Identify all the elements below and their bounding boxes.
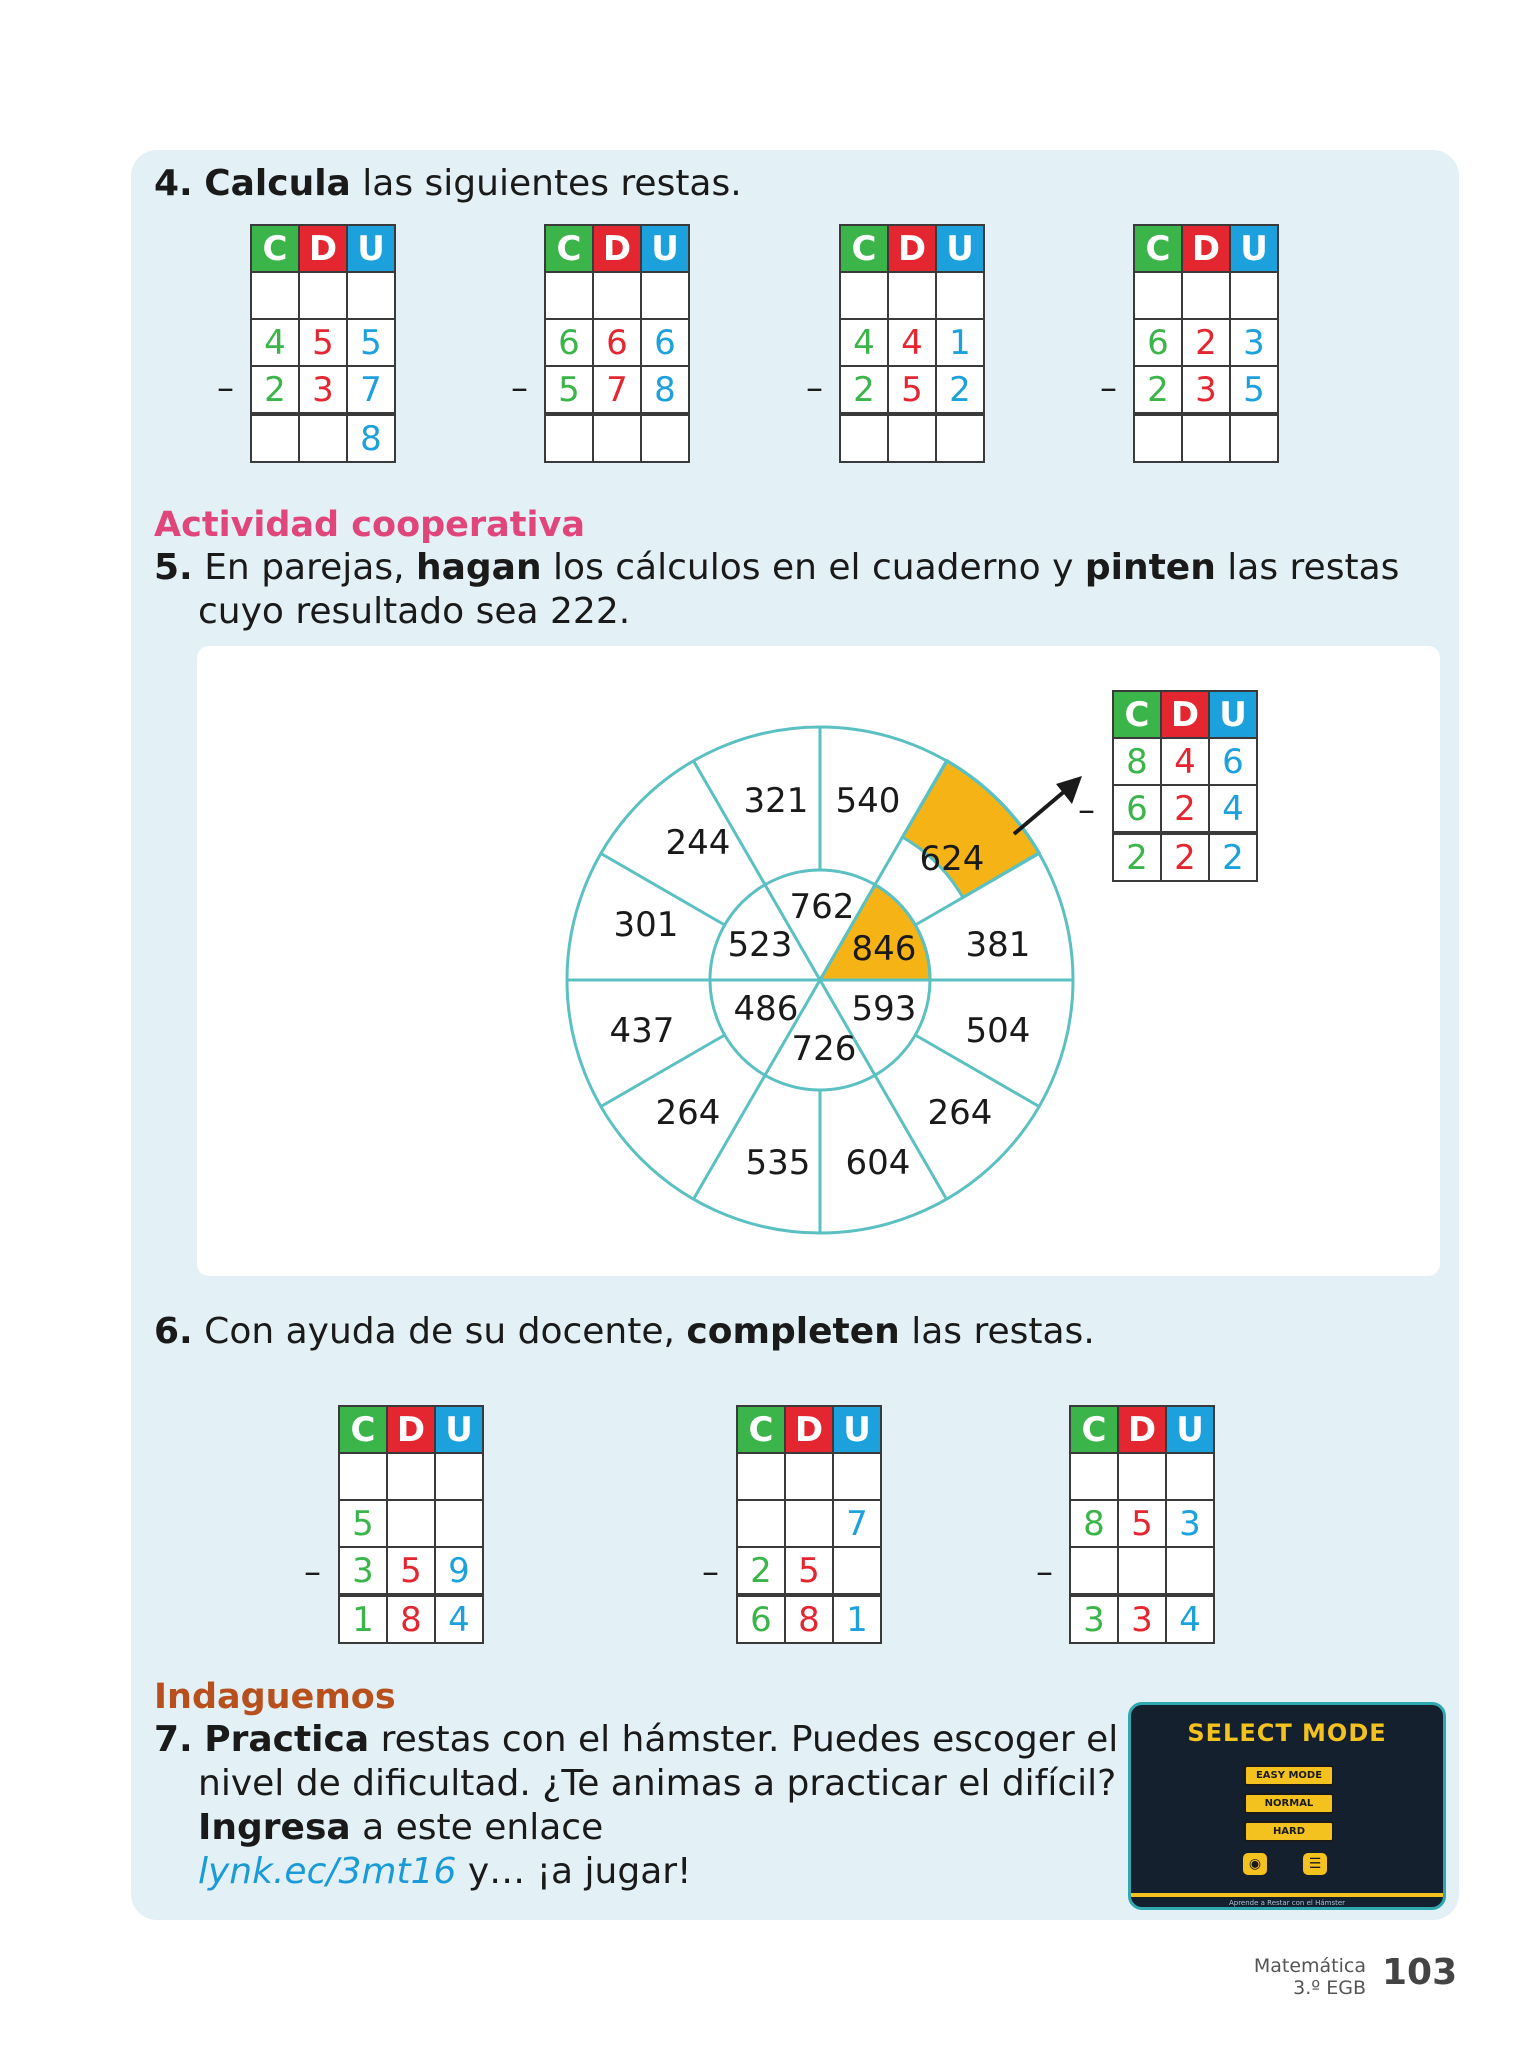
cdu-table — [1112, 690, 1258, 882]
carry-cell[interactable] — [545, 272, 593, 319]
outer-number: 264 — [927, 1093, 993, 1133]
footer-subject-name: Matemática — [1253, 1955, 1366, 1977]
minus-sign: – — [217, 368, 234, 408]
game-footer: Aprende a Restar con el Hámster — [1228, 1899, 1346, 1907]
subtrahend-d: 3 — [299, 366, 347, 414]
subtrahend-d: 7 — [593, 366, 641, 414]
cdu-table — [839, 224, 985, 463]
outer-number: 264 — [655, 1093, 721, 1133]
header-c: C — [840, 225, 888, 272]
question-text: las restas. — [899, 1311, 1095, 1352]
minuend-d: 2 — [1182, 319, 1230, 366]
subtrahend-c: 5 — [545, 366, 593, 414]
header-d: D — [1118, 1406, 1166, 1453]
subtrahend-c: 2 — [251, 366, 299, 414]
header-u: U — [833, 1406, 881, 1453]
carry-cell[interactable] — [435, 1453, 483, 1500]
minuend-c: 6 — [1134, 319, 1182, 366]
minuend-u: 1 — [936, 319, 984, 366]
outer-number: 244 — [665, 823, 731, 863]
subtrahend-c[interactable]: 3 — [339, 1547, 387, 1595]
inner-number: 523 — [727, 925, 793, 965]
result-c[interactable]: 3 — [1070, 1595, 1118, 1643]
question-text: los cálculos en el cuaderno y — [541, 547, 1085, 588]
subtrahend-d[interactable] — [1118, 1547, 1166, 1595]
minus-sign: – — [1078, 790, 1095, 830]
subtrahend-u: 8 — [641, 366, 689, 414]
cdu-table — [338, 1405, 484, 1644]
header-u: U — [641, 225, 689, 272]
outer-number: 540 — [835, 781, 901, 821]
minuend-u: 5 — [347, 319, 395, 366]
header-d: D — [1182, 225, 1230, 272]
question-number: 4. — [154, 163, 193, 204]
inner-number: 846 — [851, 929, 917, 969]
subtraction-wheel — [560, 720, 1080, 1240]
carry-cell[interactable] — [251, 272, 299, 319]
minuend-c: 4 — [251, 319, 299, 366]
game-screenshot[interactable] — [1128, 1702, 1446, 1910]
subtrahend-d[interactable]: 5 — [785, 1547, 833, 1595]
minuend-d: 5 — [299, 319, 347, 366]
minus-sign: – — [702, 1552, 719, 1592]
question-5 — [154, 546, 1399, 590]
result-u[interactable]: 8 — [347, 414, 395, 462]
carry-cell[interactable] — [1134, 272, 1182, 319]
game-link[interactable]: lynk.ec/3mt16 — [198, 1851, 457, 1892]
game-bar — [1131, 1893, 1443, 1897]
outer-number: 381 — [965, 925, 1031, 965]
question-7-line-3 — [198, 1806, 603, 1850]
subtrahend-u: 5 — [1230, 366, 1278, 414]
list-icon[interactable]: ☰ — [1303, 1853, 1327, 1875]
footer-grade: 3.º EGB — [1293, 1977, 1366, 1999]
result-u: 2 — [1209, 833, 1257, 881]
minus-sign: – — [806, 368, 823, 408]
result-u[interactable] — [936, 414, 984, 462]
outer-number: 504 — [965, 1011, 1031, 1051]
gamepad-icon[interactable]: ◉ — [1243, 1853, 1267, 1875]
carry-cell[interactable] — [339, 1453, 387, 1500]
result-u[interactable] — [641, 414, 689, 462]
question-text: las restas — [1215, 547, 1400, 588]
subtrahend-u[interactable] — [833, 1547, 881, 1595]
question-text: las siguientes restas. — [350, 163, 742, 204]
minus-sign: – — [304, 1552, 321, 1592]
cdu-table — [1133, 224, 1279, 463]
subtrahend-c: 2 — [840, 366, 888, 414]
result-d[interactable] — [299, 414, 347, 462]
subtrahend-d: 5 — [888, 366, 936, 414]
result-d[interactable]: 8 — [785, 1595, 833, 1643]
minuend-c: 8 — [1113, 738, 1161, 785]
subtrahend-d: 3 — [1182, 366, 1230, 414]
carry-cell[interactable] — [1182, 272, 1230, 319]
subtrahend-c: 2 — [1134, 366, 1182, 414]
outer-number: 301 — [613, 905, 679, 945]
footer-subject — [1230, 1955, 1366, 1999]
question-number: 5. — [154, 547, 193, 588]
result-u[interactable]: 4 — [1166, 1595, 1214, 1643]
inner-number: 726 — [791, 1029, 857, 1069]
minuend-u[interactable]: 3 — [1166, 1500, 1214, 1547]
question-text: y… ¡a jugar! — [456, 1851, 692, 1892]
minuend-u[interactable]: 7 — [833, 1500, 881, 1547]
question-verb: Ingresa — [198, 1807, 351, 1848]
minuend-c: 6 — [545, 319, 593, 366]
question-6 — [154, 1310, 1095, 1354]
subtrahend-c[interactable] — [1070, 1547, 1118, 1595]
question-7-line-4 — [198, 1850, 691, 1894]
carry-cell[interactable] — [1166, 1453, 1214, 1500]
question-4 — [154, 162, 742, 206]
carry-cell[interactable] — [387, 1453, 435, 1500]
header-c: C — [251, 225, 299, 272]
question-7 — [154, 1718, 1118, 1762]
outer-number: 624 — [919, 839, 985, 879]
minus-sign: – — [1100, 368, 1117, 408]
carry-cell[interactable] — [1230, 272, 1278, 319]
header-d: D — [785, 1406, 833, 1453]
question-number: 6. — [154, 1311, 193, 1352]
result-d[interactable] — [1182, 414, 1230, 462]
header-c: C — [737, 1406, 785, 1453]
header-d: D — [1161, 691, 1209, 738]
easy-mode-button[interactable]: EASY MODE — [1244, 1765, 1334, 1786]
question-text: Con ayuda de su docente, — [192, 1311, 687, 1352]
header-u: U — [1209, 691, 1257, 738]
subtrahend-c: 6 — [1113, 785, 1161, 833]
header-c: C — [1134, 225, 1182, 272]
hard-mode-button[interactable]: HARD — [1244, 1821, 1334, 1842]
minuend-c[interactable]: 8 — [1070, 1500, 1118, 1547]
minus-sign: – — [511, 368, 528, 408]
question-verb: Practica — [204, 1719, 370, 1760]
inner-number: 486 — [733, 989, 799, 1029]
minuend-d[interactable] — [785, 1500, 833, 1547]
result-c[interactable]: 6 — [737, 1595, 785, 1643]
header-d: D — [888, 225, 936, 272]
carry-cell[interactable] — [936, 272, 984, 319]
minuend-u: 6 — [641, 319, 689, 366]
carry-cell[interactable] — [641, 272, 689, 319]
result-u[interactable]: 1 — [833, 1595, 881, 1643]
cdu-table — [736, 1405, 882, 1644]
question-verb: pinten — [1084, 547, 1216, 588]
minuend-c: 4 — [840, 319, 888, 366]
cdu-table — [544, 224, 690, 463]
result-u[interactable]: 4 — [435, 1595, 483, 1643]
result-c[interactable] — [545, 414, 593, 462]
result-c[interactable] — [251, 414, 299, 462]
subtrahend-d[interactable]: 5 — [387, 1547, 435, 1595]
inner-number: 593 — [851, 989, 917, 1029]
header-u: U — [347, 225, 395, 272]
cdu-table — [250, 224, 396, 463]
header-c: C — [339, 1406, 387, 1453]
question-text: a este enlace — [350, 1807, 604, 1848]
minuend-d[interactable]: 5 — [1118, 1500, 1166, 1547]
outer-number: 535 — [745, 1143, 811, 1183]
minuend-c[interactable] — [737, 1500, 785, 1547]
header-d: D — [387, 1406, 435, 1453]
subtrahend-d: 2 — [1161, 785, 1209, 833]
carry-cell[interactable] — [593, 272, 641, 319]
carry-cell[interactable] — [1070, 1453, 1118, 1500]
header-d: D — [593, 225, 641, 272]
header-d: D — [299, 225, 347, 272]
result-d[interactable]: 3 — [1118, 1595, 1166, 1643]
result-c[interactable]: 1 — [339, 1595, 387, 1643]
minuend-d: 6 — [593, 319, 641, 366]
result-c: 2 — [1113, 833, 1161, 881]
outer-number: 437 — [609, 1011, 675, 1051]
minuend-d[interactable] — [387, 1500, 435, 1547]
question-verb: hagan — [415, 547, 542, 588]
minuend-c[interactable]: 5 — [339, 1500, 387, 1547]
result-c[interactable] — [1134, 414, 1182, 462]
question-text: En parejas, — [204, 547, 416, 588]
header-c: C — [1070, 1406, 1118, 1453]
carry-cell[interactable] — [785, 1453, 833, 1500]
carry-cell[interactable] — [737, 1453, 785, 1500]
question-5-line-2: cuyo resultado sea 222. — [198, 591, 631, 632]
header-u: U — [435, 1406, 483, 1453]
minus-sign: – — [1036, 1552, 1053, 1592]
subtrahend-c[interactable]: 2 — [737, 1547, 785, 1595]
question-number: 7. — [154, 1719, 193, 1760]
result-d[interactable] — [593, 414, 641, 462]
outer-number: 321 — [743, 781, 809, 821]
carry-cell[interactable] — [347, 272, 395, 319]
header-c: C — [1113, 691, 1161, 738]
header-u: U — [1230, 225, 1278, 272]
result-d[interactable] — [888, 414, 936, 462]
subtrahend-u[interactable]: 9 — [435, 1547, 483, 1595]
result-u[interactable] — [1230, 414, 1278, 462]
page-number: 103 — [1382, 1952, 1458, 1993]
header-u: U — [936, 225, 984, 272]
carry-cell[interactable] — [833, 1453, 881, 1500]
subtrahend-u: 2 — [936, 366, 984, 414]
minuend-d: 4 — [1161, 738, 1209, 785]
header-c: C — [545, 225, 593, 272]
normal-mode-button[interactable]: NORMAL — [1244, 1793, 1334, 1814]
minuend-u[interactable] — [435, 1500, 483, 1547]
outer-number: 604 — [845, 1143, 911, 1183]
subtrahend-u: 4 — [1209, 785, 1257, 833]
carry-cell[interactable] — [1118, 1453, 1166, 1500]
carry-cell[interactable] — [888, 272, 936, 319]
minuend-u: 3 — [1230, 319, 1278, 366]
result-d[interactable]: 8 — [387, 1595, 435, 1643]
section-title-cooperativa: Actividad cooperativa — [154, 505, 585, 545]
result-d: 2 — [1161, 833, 1209, 881]
header-u: U — [1166, 1406, 1214, 1453]
question-verb: completen — [686, 1311, 900, 1352]
game-title: SELECT MODE — [1187, 1719, 1387, 1747]
question-verb: Calcula — [204, 163, 351, 204]
subtrahend-u: 7 — [347, 366, 395, 414]
result-c[interactable] — [840, 414, 888, 462]
minuend-d: 4 — [888, 319, 936, 366]
inner-number: 762 — [789, 887, 855, 927]
minuend-u: 6 — [1209, 738, 1257, 785]
cdu-table — [1069, 1405, 1215, 1644]
section-title-indaguemos: Indaguemos — [154, 1677, 396, 1717]
question-7-line-2: nivel de dificultad. ¿Te animas a practicar el difícil? — [198, 1763, 1117, 1804]
carry-cell[interactable] — [299, 272, 347, 319]
subtrahend-u[interactable] — [1166, 1547, 1214, 1595]
question-text: restas con el hámster. Puedes escoger el — [369, 1719, 1119, 1760]
carry-cell[interactable] — [840, 272, 888, 319]
